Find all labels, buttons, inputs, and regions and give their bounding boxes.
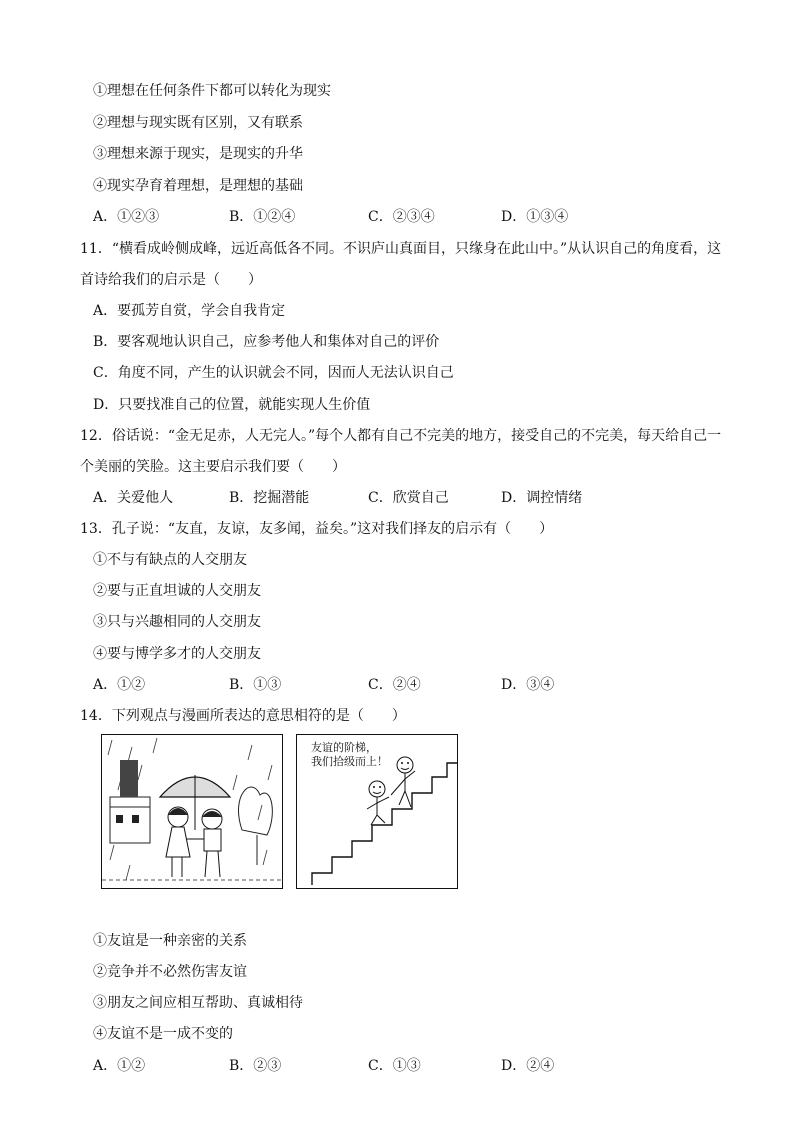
q11-option-b[interactable]: B．要客观地认识自己，应参考他人和集体对自己的评价 [93,334,440,350]
q11-option-c[interactable]: C．角度不同，产生的认识就会不同，因而人无法认识自己 [93,365,454,381]
q13-item-3: ③只与兴趣相同的人交朋友 [93,614,261,630]
q14-option-d[interactable]: D．②④ [501,1058,555,1074]
q14-option-b[interactable]: B．②③ [229,1058,282,1074]
q12-option-b[interactable]: B．挖掘潜能 [229,490,310,506]
q13-option-c[interactable]: C．②④ [368,677,421,693]
q14-item-3: ③朋友之间应相互帮助、真诚相待 [93,995,303,1011]
q10-item-3: ③理想来源于现实，是现实的升华 [93,146,303,162]
q14-item-4: ④友谊不是一成不变的 [93,1026,233,1042]
q10-option-c[interactable]: C．②③④ [368,209,435,225]
q10-item-1: ①理想在任何条件下都可以转化为现实 [93,83,331,99]
q10-option-a[interactable]: A．①②③ [93,209,160,225]
q11-stem-line2: 首诗给我们的启示是（ ） [80,272,262,288]
q13-option-b[interactable]: B．①③ [229,677,282,693]
q13-item-2: ②要与正直坦诚的人交朋友 [93,583,261,599]
q11-stem-line1: 11．“横看成岭侧成峰，远近高低各不同。不识庐山真面目，只缘身在此山中。”从认识自己的角度看，这 [80,241,722,257]
q13-stem: 13．孔子说：“友直，友谅，友多闻，益矣。”这对我们择友的启示有（ ） [80,521,554,537]
q12-stem-line1: 12．俗话说：“金无足赤，人无完人。”每个人都有自己不完美的地方，接受自己的不完美，每天给自己一 [80,428,722,444]
q14-item-1: ①友谊是一种亲密的关系 [93,933,247,949]
q12-stem-line2: 个美丽的笑脸。这主要启示我们要（ ） [80,459,346,475]
q10-item-2: ②理想与现实既有区别，又有联系 [93,115,303,131]
q10-option-d[interactable]: D．①③④ [501,209,569,225]
umbrella-children-drawing [102,735,282,888]
q13-option-d[interactable]: D．③④ [501,677,555,693]
q14-option-a[interactable]: A．①② [93,1058,146,1074]
q14-item-2: ②竞争并不必然伤害友谊 [93,964,247,980]
q14-stem: 14．下列观点与漫画所表达的意思相符的是（ ） [80,708,406,724]
q13-item-4: ④要与博学多才的人交朋友 [93,646,261,662]
q10-item-4: ④现实孕育着理想，是理想的基础 [93,178,303,194]
q13-item-1: ①不与有缺点的人交朋友 [93,552,247,568]
q10-option-b[interactable]: B．①②④ [229,209,296,225]
q14-option-c[interactable]: C．①③ [368,1058,421,1074]
q11-option-a[interactable]: A．要孤芳自赏，学会自我肯定 [93,303,286,319]
comic-caption-line1: 友谊的阶梯， [311,741,377,754]
q13-option-a[interactable]: A．①② [93,677,146,693]
q12-option-a[interactable]: A．关爱他人 [93,490,174,506]
comic-caption-line2: 我们拾级而上！ [311,755,388,768]
comic-caption [311,741,388,769]
q11-option-d[interactable]: D．只要找准自己的位置，就能实现人生价值 [93,397,371,413]
q12-option-c[interactable]: C．欣赏自己 [368,490,449,506]
comic-friendship-stairs [296,734,458,889]
comic-umbrella-children [101,734,283,889]
q12-option-d[interactable]: D．调控情绪 [501,490,583,506]
